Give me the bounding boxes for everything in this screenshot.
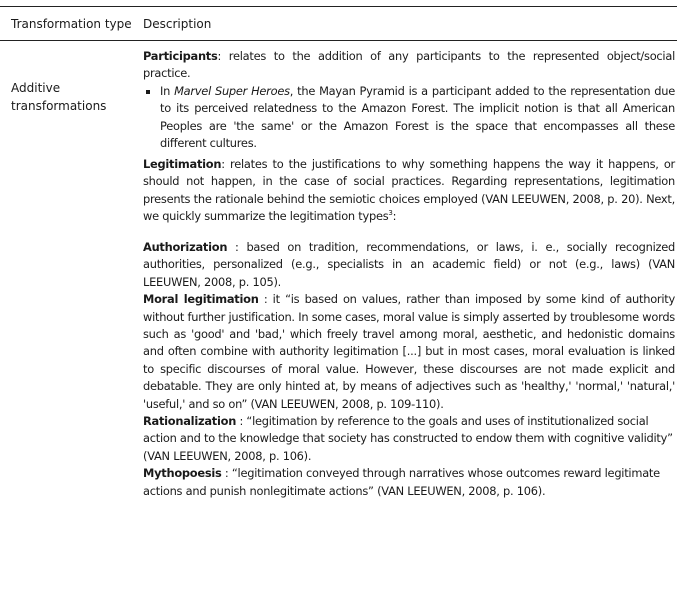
type-term: Authorization xyxy=(143,240,228,254)
participants-definition-text: : relates to the addition of any participants to the represented object/social practice. xyxy=(143,49,675,81)
legitimation-types-list xyxy=(143,239,675,500)
legitimation-type-moral xyxy=(143,291,675,413)
column-header-type: Transformation type xyxy=(11,17,132,31)
participants-example-bullet xyxy=(143,83,675,153)
row-label-transformation-type: Additive transformations xyxy=(11,81,107,113)
table-header-rule xyxy=(0,40,677,41)
type-text: : it “is based on values, rather than imposed by some kind of authority without further justification. In some cases, moral value is simply asserted by troublesome words such as 'good' and 'bad,' which freely travel among moral, aesthetic, and hedonistic domains and often combine with authority legitimation [...] but in most cases, moral evaluation is linked to specific discourses of moral value. However, these discourses are not made explicit and debatable. They are only hinted at, by means of adjectives such as 'healthy,' 'normal,' 'natural,' 'useful,' and so on” (VAN LEEUWEN, 2008, p. 109-110). xyxy=(143,292,675,411)
legitimation-definition xyxy=(143,156,675,226)
type-text: : based on tradition, recommendations, or laws, i. e., socially recognized authorities, personalized (e.g., specialists in an academic field) or not (e.g., laws) (VAN LEEUWEN, 2008, p. 105). xyxy=(143,240,675,289)
table-top-rule xyxy=(0,6,677,7)
bullet-prefix: In xyxy=(160,83,175,98)
participants-section xyxy=(143,48,675,152)
column-header-description: Description xyxy=(143,17,212,31)
type-term: Mythopoesis xyxy=(143,466,222,481)
work-title: Marvel Super Heroes xyxy=(174,83,290,98)
legitimation-term: Legitimation xyxy=(143,157,222,171)
legitimation-type-authorization xyxy=(143,239,675,291)
type-term: Moral legitimation xyxy=(143,292,259,307)
bullet-square-icon xyxy=(146,90,150,94)
legitimation-definition-text: : relates to the justifications to why something happens the way it happens, or should not happen, in the case of social practices. Regarding representations, legitimation presents the rationale behind the semiotic choices employed (VAN LEEUWEN, 2008, p. 20). Next, we quickly summarize the legitimation types xyxy=(143,157,675,224)
footnote-marker[interactable]: 3 xyxy=(388,209,393,218)
legitimation-type-mythopoesis xyxy=(143,465,675,500)
legitimation-section xyxy=(143,156,675,226)
type-term: Rationalization xyxy=(143,414,237,429)
legitimation-type-rationalization xyxy=(143,413,675,465)
bullet-text: , the Mayan Pyramid is a participant added to the representation due to its perceived relatedness to the Amazon Forest. The implicit notion is that all American Peoples are 'the same' or the Amazon Forest is the space that encompasses all these different cultures. xyxy=(160,83,676,151)
participants-definition xyxy=(143,48,675,83)
legitimation-colon: : xyxy=(392,209,397,224)
participants-term: Participants xyxy=(143,49,218,63)
type-text: : “legitimation conveyed through narratives whose outcomes reward legitimate actions and punish nonlegitimate actions” (VAN LEEUWEN, 2008, p. 106). xyxy=(143,466,660,498)
type-text: : “legitimation by reference to the goals and uses of institutionalized social action and to the knowledge that society has constructed to endow them with cognitive validity” (VAN LEEUWEN, 2008, p. 106). xyxy=(143,414,673,463)
